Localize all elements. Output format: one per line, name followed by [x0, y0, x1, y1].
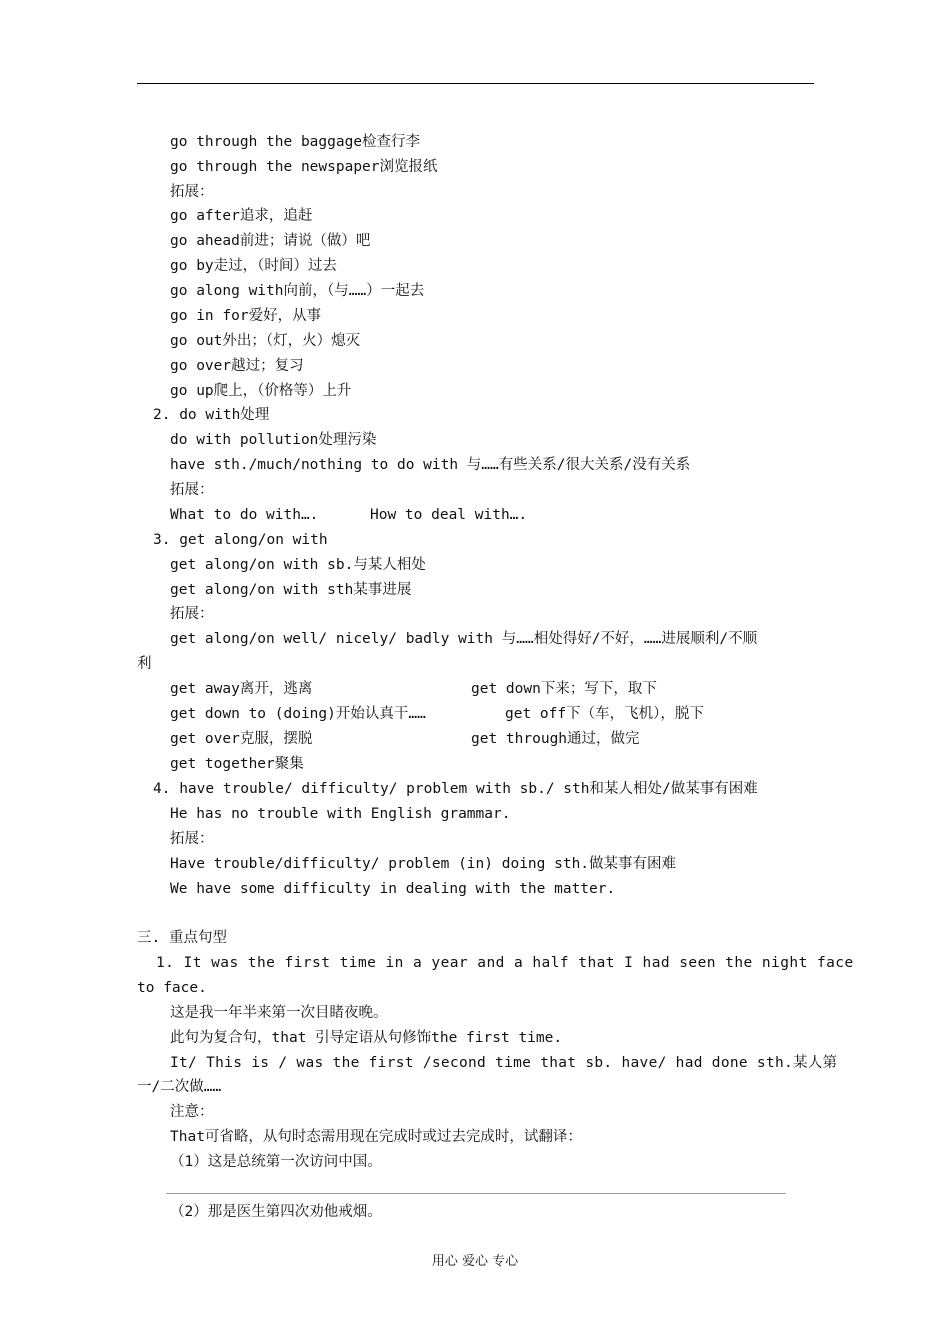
- text-line: get down to (doing)开始认真干……: [170, 706, 426, 722]
- text-line: 1. It was the first time in a year and a half that I had seen the night face: [156, 955, 854, 971]
- text-line: 拓展：: [170, 606, 214, 622]
- text-line: 拓展：: [170, 831, 214, 847]
- text-line: He has no trouble with English grammar.: [170, 806, 511, 822]
- text-line: 此句为复合句，that 引导定语从句修饰the first time.: [170, 1030, 563, 1046]
- text-line: to face.: [137, 980, 207, 996]
- text-line: We have some difficulty in dealing with the matter.: [170, 881, 616, 897]
- text-line: 拓展：: [170, 184, 214, 200]
- text-line: 这是我一年半来第一次目睹夜晚。: [170, 1005, 388, 1021]
- header-rule: [137, 83, 814, 84]
- answer-line: [166, 1193, 786, 1194]
- section-heading: 三. 重点句型: [137, 930, 227, 946]
- text-line: go through the newspaper浏览报纸: [170, 159, 438, 175]
- page-footer: 用心 爱心 专心: [431, 1254, 519, 1269]
- text-line: get down下来；写下，取下: [471, 681, 657, 697]
- text-line: What to do with….: [170, 507, 319, 523]
- text-line: go through the baggage检查行李: [170, 134, 421, 150]
- text-line: get away离开，逃离: [170, 681, 313, 697]
- text-line: go in for爱好，从事: [170, 308, 322, 324]
- text-line: get through通过，做完: [471, 731, 640, 747]
- text-line: It/ This is / was the first /second time that sb. have/ had done sth.某人第: [170, 1055, 838, 1071]
- text-line: 注意：: [170, 1104, 214, 1120]
- text-line: 拓展：: [170, 482, 214, 498]
- section-item: 4. have trouble/ difficulty/ problem with sb./ sth和某人相处/做某事有困难: [153, 781, 758, 797]
- text-line: go out外出；（灯，火）熄灭: [170, 333, 361, 349]
- text-line: How to deal with….: [370, 507, 528, 523]
- text-line: go after追求，追赶: [170, 208, 313, 224]
- text-line: get over克服，摆脱: [170, 731, 313, 747]
- text-line: go up爬上，（价格等）上升: [170, 383, 352, 399]
- text-line: （1）这是总统第一次访问中国。: [170, 1154, 382, 1170]
- text-line: go by走过，（时间）过去: [170, 258, 337, 274]
- text-line: get along/on with sb.与某人相处: [170, 557, 426, 573]
- text-line: go along with向前，（与……）一起去: [170, 283, 425, 299]
- text-line: get together聚集: [170, 756, 304, 772]
- text-line: 一/二次做……: [137, 1079, 222, 1095]
- section-item: 2. do with处理: [153, 407, 270, 423]
- text-line: That可省略，从句时态需用现在完成时或过去完成时，试翻译：: [170, 1129, 582, 1145]
- text-line: go over越过；复习: [170, 358, 304, 374]
- text-line: Have trouble/difficulty/ problem (in) doing sth.做某事有困难: [170, 856, 677, 872]
- text-line: （2）那是医生第四次劝他戒烟。: [170, 1204, 382, 1220]
- text-line: do with pollution处理污染: [170, 432, 377, 448]
- text-line: have sth./much/nothing to do with 与……有些关系/很大关系/没有关系: [170, 457, 691, 473]
- section-item: 3. get along/on with: [153, 532, 328, 548]
- text-line: get along/on with sth某事进展: [170, 582, 412, 598]
- text-line: 利: [137, 656, 152, 672]
- text-line: get along/on well/ nicely/ badly with 与……相处得好/不好，……进展顺利/不顺: [170, 631, 758, 647]
- text-line: go ahead前进；请说（做）吧: [170, 233, 371, 249]
- text-line: get off下（车，飞机），脱下: [505, 706, 704, 722]
